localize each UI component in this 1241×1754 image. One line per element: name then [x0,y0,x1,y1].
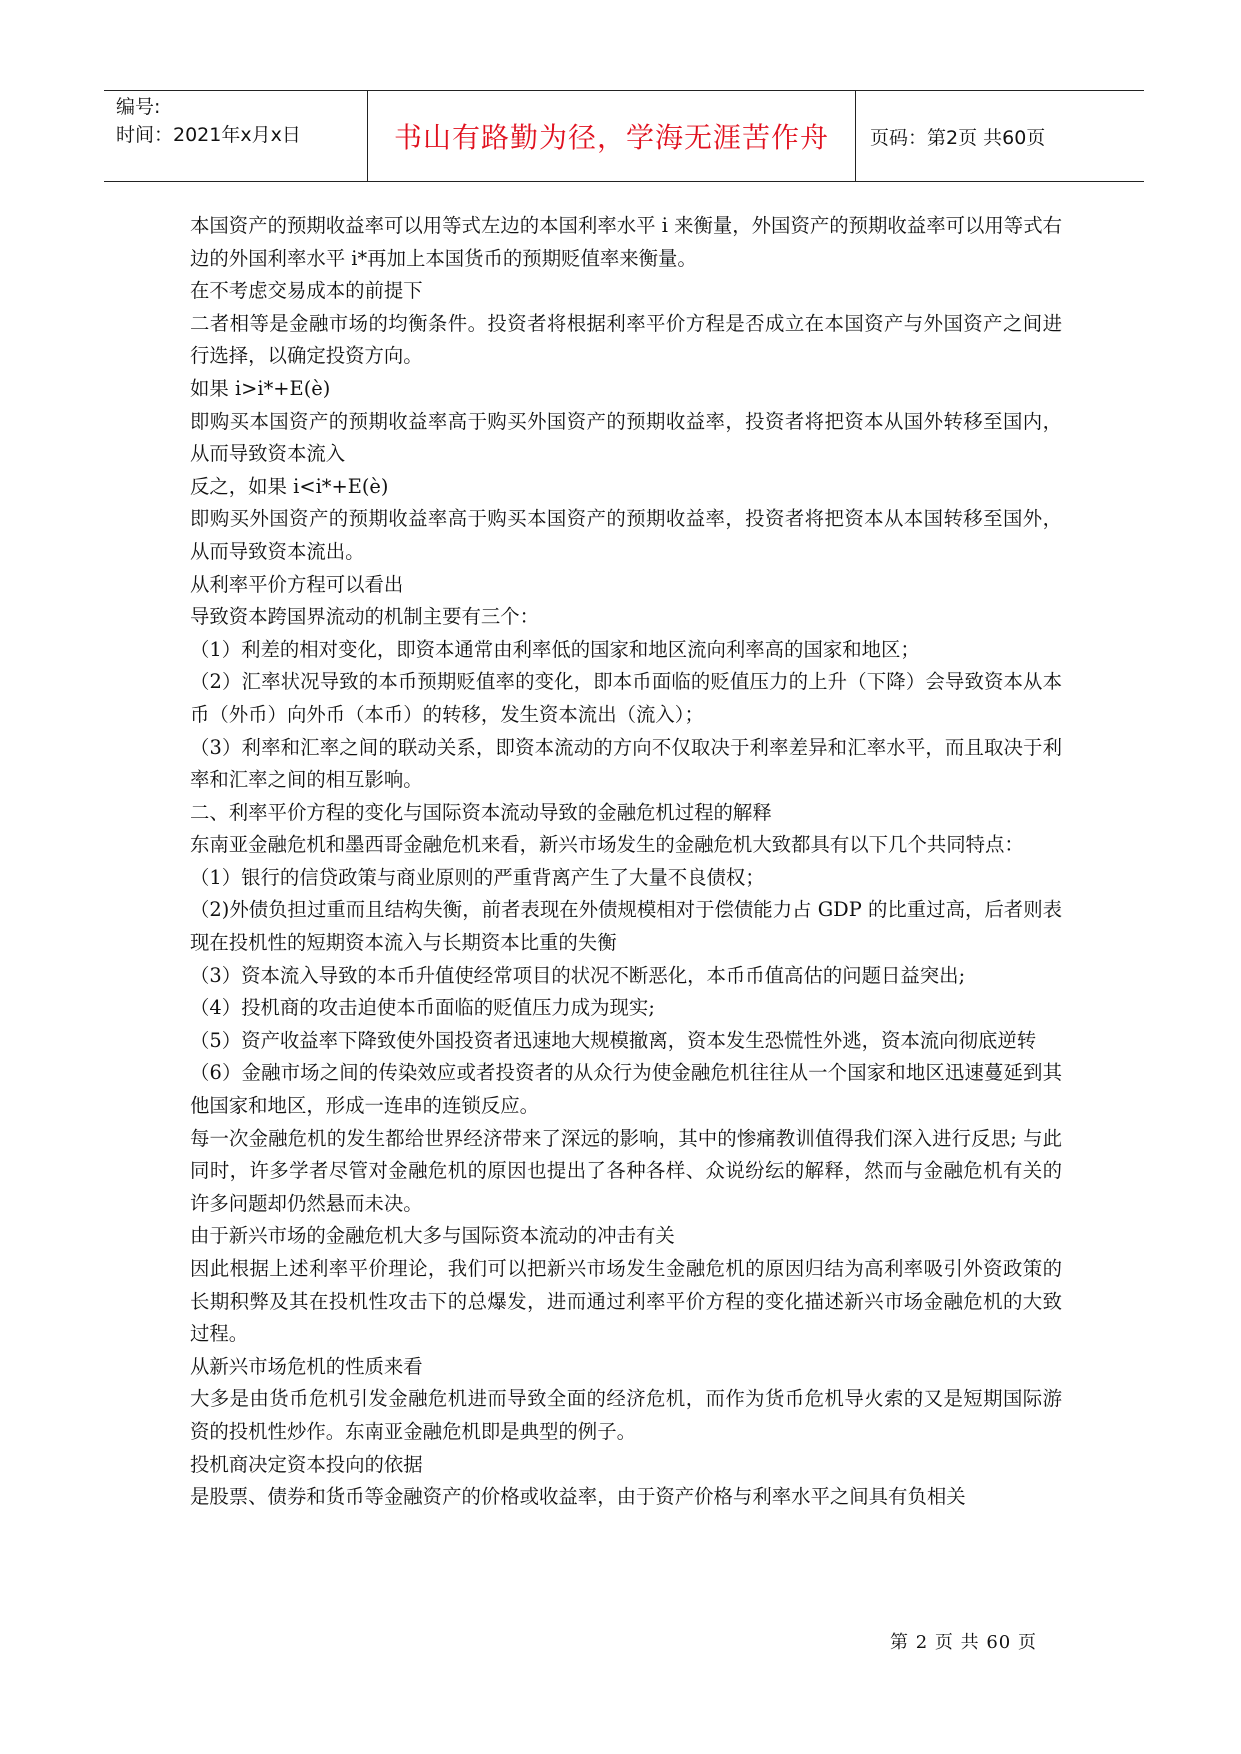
list-item: （2）汇率状况导致的本币预期贬值率的变化，即本币面临的贬值压力的上升（下降）会导致资本从本币（外币）向外币（本币）的转移，发生资本流出（流入）； [190,670,1062,726]
document-header [104,90,1144,182]
paragraph: 本国资产的预期收益率可以用等式左边的本国利率水平 i 来衡量，外国资产的预期收益率可以用等式右边的外国利率水平 i*再加上本国货币的预期贬值率来衡量。 [190,214,1062,270]
document-time-label: 时间：2021年x月x日 [116,124,301,146]
paragraph: 因此根据上述利率平价理论，我们可以把新兴市场发生金融危机的原因归结为高利率吸引外资政策的长期积弊及其在投机性攻击下的总爆发，进而通过利率平价方程的变化描述新兴市场金融危机的大致过程。 [190,1257,1062,1346]
header-meta [104,91,368,181]
paragraph: 是股票、债券和货币等金融资产的价格或收益率，由于资产价格与利率水平之间具有负相关 [190,1485,966,1509]
paragraph: 如果 i>i*+E(è) [190,376,331,400]
paragraph: 从利率平价方程可以看出 [190,572,404,596]
paragraph: 大多是由货币危机引发金融危机进而导致全面的经济危机，而作为货币危机导火索的又是短期国际游资的投机性炒作。东南亚金融危机即是典型的例子。 [190,1387,1062,1443]
list-item: （1）银行的信贷政策与商业原则的严重背离产生了大量不良债权； [190,865,765,889]
list-item: （5）资产收益率下降致使外国投资者迅速地大规模撤离，资本发生恐慌性外逃，资本流向彻底逆转 [190,1028,1037,1052]
paragraph: 在不考虑交易成本的前提下 [190,279,423,303]
header-page-label: 页码：第2页 共60页 [870,126,1046,149]
list-item: （3）资本流入导致的本币升值使经常项目的状况不断恶化，本币币值高估的问题日益突出; [190,963,966,987]
paragraph: 即购买本国资产的预期收益率高于购买外国资产的预期收益率，投资者将把资本从国外转移至国内，从而导致资本流入 [190,409,1062,466]
paragraph: 每一次金融危机的发生都给世界经济带来了深远的影响，其中的惨痛教训值得我们深入进行反思; 与此同时，许多学者尽管对金融危机的原因也提出了各种各样、众说纷纭的解释，然而与金融危机有关的许多问题却仍然悬而未决。 [190,1126,1062,1215]
paragraph: 二者相等是金融市场的均衡条件。投资者将根据利率平价方程是否成立在本国资产与外国资产之间进行选择，以确定投资方向。 [190,311,1062,368]
paragraph: 反之，如果 i<i*+E(è) [190,474,389,498]
document-body [190,210,1062,1514]
document-number-label: 编号: [116,96,161,118]
list-item: （6）金融市场之间的传染效应或者投资者的从众行为使金融危机往往从一个国家和地区迅速蔓延到其他国家和地区，形成一连串的连锁反应。 [190,1061,1062,1118]
paragraph: 导致资本跨国界流动的机制主要有三个： [190,605,540,629]
paragraph: 即购买外国资产的预期收益率高于购买本国资产的预期收益率，投资者将把资本从本国转移至国外，从而导致资本流出。 [190,507,1062,563]
page-footer: 第 2 页 共 60 页 [890,1632,1037,1653]
list-item: （2)外债负担过重而且结构失衡，前者表现在外债规模相对于偿债能力占 GDP 的比重过高，后者则表现在投机性的短期资本流入与长期资本比重的失衡 [190,898,1062,955]
list-item: （1）利差的相对变化，即资本通常由利率低的国家和地区流向利率高的国家和地区； [190,637,920,661]
paragraph: 投机商决定资本投向的依据 [190,1452,423,1476]
paragraph: 从新兴市场危机的性质来看 [190,1354,423,1378]
list-item: （3）利率和汇率之间的联动关系，即资本流动的方向不仅取决于利率差异和汇率水平，而且取决于利率和汇率之间的相互影响。 [190,735,1062,792]
header-motto: 书山有路勤为径，学海无涯苦作舟 [368,91,856,181]
paragraph: 由于新兴市场的金融危机大多与国际资本流动的冲击有关 [190,1224,675,1248]
paragraph: 东南亚金融危机和墨西哥金融危机来看，新兴市场发生的金融危机大致都具有以下几个共同特点： [190,833,1024,857]
list-item: （4）投机商的攻击迫使本币面临的贬值压力成为现实; [190,996,655,1020]
section-heading: 二、利率平价方程的变化与国际资本流动导致的金融危机过程的解释 [190,800,772,824]
